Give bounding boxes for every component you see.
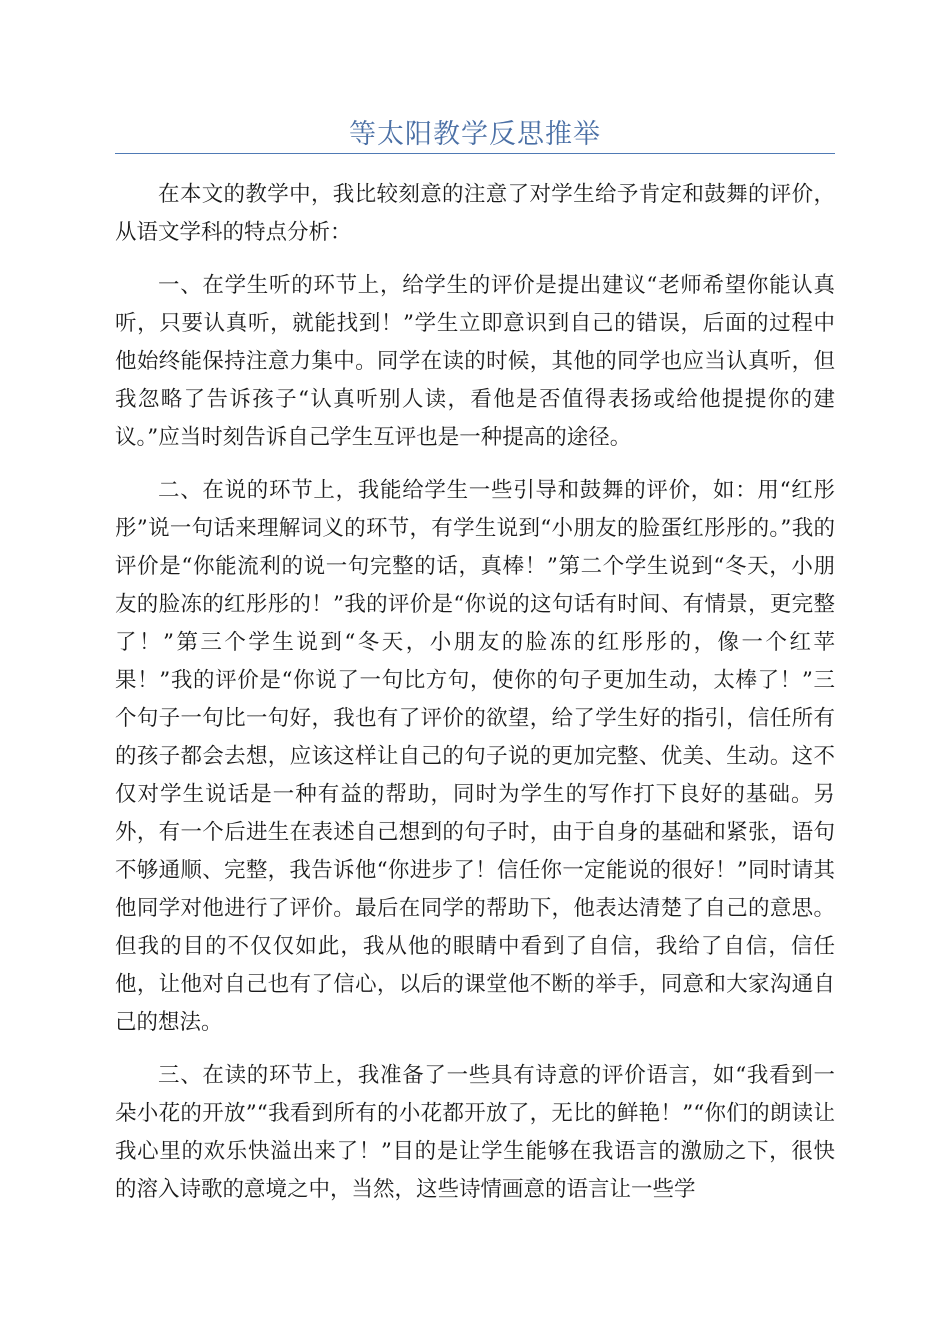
- paragraph-speaking: 二、在说的环节上，我能给学生一些引导和鼓舞的评价，如：用“红彤彤”说一句话来理解词义的环节，有学生说到“小朋友的脸蛋红彤彤的。”我的评价是“你能流利的说一句完整的话，真棒！”第二个学生说到“冬天，小朋友的脸冻的红彤彤的！”我的评价是“你说的这句话有时间、有情景，更完整了！”第三个学生说到“冬天，小朋友的脸冻的红彤彤的，像一个红苹果！”我的评价是“你说了一句比方句，使你的句子更加生动，太棒了！”三个句子一句比一句好，我也有了评价的欲望，给了学生好的指引，信任所有的孩子都会去想，应该这样让自己的句子说的更加完整、优美、生动。这不仅对学生说话是一种有益的帮助，同时为学生的写作打下良好的基础。另外，有一个后进生在表述自己想到的句子时，由于自身的基础和紧张，语句不够通顺、完整，我告诉他“你进步了！信任你一定能说的很好！”同时请其他同学对他进行了评价。最后在同学的帮助下，他表达清楚了自己的意思。但我的目的不仅仅如此，我从他的眼睛中看到了自信，我给了自信，信任他，让他对自己也有了信心，以后的课堂他不断的举手，同意和大家沟通自己的想法。: [115, 478, 835, 1035]
- paragraph-intro: 在本文的教学中，我比较刻意的注意了对学生给予肯定和鼓舞的评价，从语文学科的特点分析：: [115, 182, 835, 245]
- title-underline: [115, 153, 835, 154]
- paragraph-listening: 一、在学生听的环节上，给学生的评价是提出建议“老师希望你能认真听，只要认真听，就能找到！”学生立即意识到自己的错误，后面的过程中他始终能保持注意力集中。同学在读的时候，其他的同学也应当认真听，但我忽略了告诉孩子“认真听别人读，看他是否值得表扬或给他提提你的建议。”应当时刻告诉自己学生互评也是一种提高的途径。: [115, 273, 835, 450]
- paragraph-reading: 三、在读的环节上，我准备了一些具有诗意的评价语言，如“我看到一朵小花的开放”“我看到所有的小花都开放了，无比的鲜艳！”“你们的朗读让我心里的欢乐快溢出来了！”目的是让学生能够在我语言的激励之下，很快的溶入诗歌的意境之中，当然，这些诗情画意的语言让一些学: [115, 1063, 835, 1202]
- document-body: [115, 176, 835, 1224]
- page-title: 等太阳教学反思推举: [349, 119, 601, 150]
